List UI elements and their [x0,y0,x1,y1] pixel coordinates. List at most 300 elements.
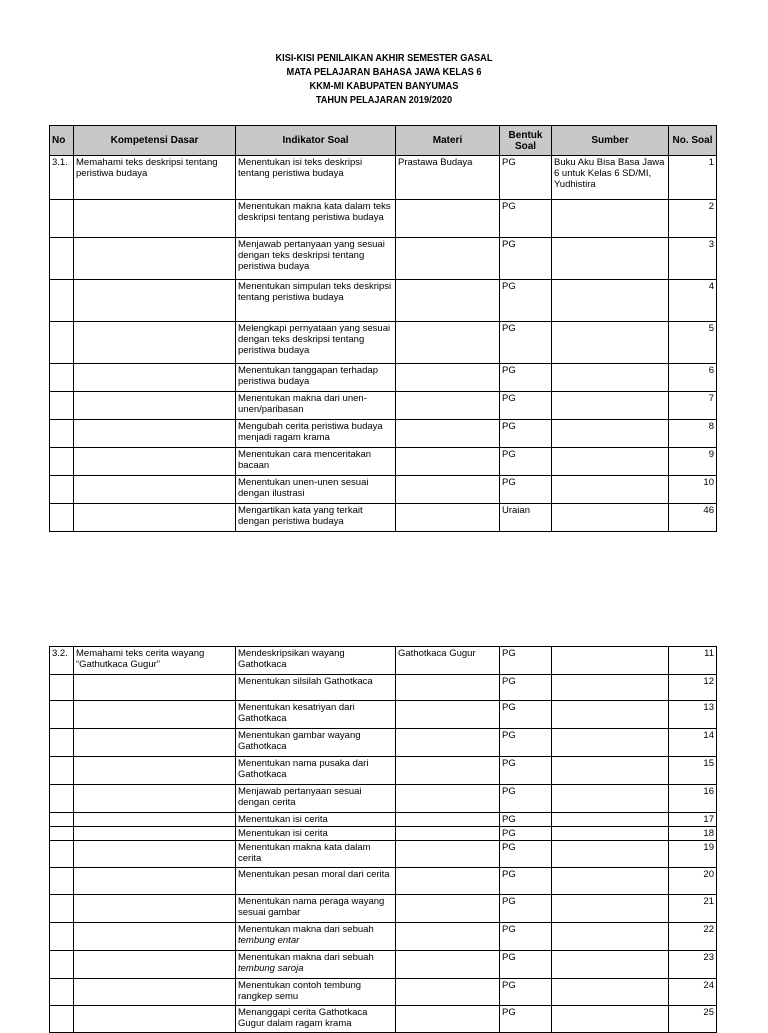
cell-bentuk-soal [500,868,552,895]
cell-indikator-soal [236,895,396,923]
cell-indikator-soal-text: Mendeskripsikan wayang Gathotkaca [238,648,345,670]
cell-sumber [552,868,669,895]
cell-no [50,979,74,1006]
cell-materi [396,868,500,895]
table-2-body [50,647,717,1033]
cell-no-soal [669,504,717,532]
cell-materi-text: Prastawa Budaya [398,157,473,168]
cell-bentuk-soal-text: PG [502,449,516,460]
cell-kompetensi-dasar [74,951,236,979]
cell-bentuk-soal-text: PG [502,157,516,168]
cell-indikator-soal-text: Menentukan contoh tembung rangkep semu [238,980,362,1002]
table-row [50,280,717,322]
cell-no-soal-text: 9 [708,449,714,460]
cell-indikator-italic-term: tembung entar [238,935,300,946]
cell-indikator-soal [236,476,396,504]
cell-no-soal [669,392,717,420]
table-row [50,322,717,364]
cell-sumber-text: Buku Aku Bisa Basa Jawa 6 untuk Kelas 6 SD/MI, Yudhistira [554,157,665,190]
table-row [50,448,717,476]
cell-bentuk-soal [500,813,552,827]
cell-materi [396,701,500,729]
cell-bentuk-soal-text: PG [502,814,516,825]
cell-no [50,647,74,675]
cell-no-soal-text: 12 [703,676,714,687]
cell-bentuk-soal-text: PG [502,365,516,376]
cell-kompetensi-dasar [74,156,236,200]
cell-sumber [552,156,669,200]
cell-kompetensi-dasar [74,420,236,448]
cell-indikator-soal [236,238,396,280]
cell-indikator-soal-text: Menentukan makna dari sebuah [238,924,374,935]
cell-materi [396,364,500,392]
cell-no-soal-text: 21 [703,896,714,907]
cell-bentuk-soal [500,895,552,923]
cell-indikator-soal [236,979,396,1006]
cell-no [50,868,74,895]
cell-kompetensi-dasar [74,504,236,532]
cell-no-soal [669,785,717,813]
table-row [50,364,717,392]
cell-sumber [552,364,669,392]
cell-bentuk-soal [500,979,552,1006]
cell-bentuk-soal [500,364,552,392]
cell-indikator-soal-text: Menentukan isi teks deskripsi tentang peristiwa budaya [238,157,363,179]
cell-sumber [552,951,669,979]
cell-no-soal [669,420,717,448]
cell-materi [396,979,500,1006]
table-row [50,841,717,868]
cell-bentuk-soal [500,420,552,448]
cell-materi [396,476,500,504]
cell-materi [396,200,500,238]
cell-bentuk-soal [500,951,552,979]
cell-no-soal-text: 20 [703,869,714,880]
cell-bentuk-soal [500,701,552,729]
cell-bentuk-soal-text: PG [502,1007,516,1018]
cell-no-soal-text: 8 [708,421,714,432]
cell-materi [396,392,500,420]
cell-no-soal-text: 17 [703,814,714,825]
col-header-indikator-soal: Indikator Soal [236,126,396,156]
cell-indikator-soal-text: Menentukan silsilah Gathotkaca [238,676,373,687]
cell-sumber [552,813,669,827]
table-row [50,647,717,675]
cell-bentuk-soal [500,841,552,868]
cell-indikator-soal [236,827,396,841]
cell-no [50,364,74,392]
cell-kompetensi-dasar [74,364,236,392]
cell-indikator-soal-text: Menentukan unen-unen sesuai dengan ilustrasi [238,477,369,499]
cell-no-soal [669,675,717,701]
cell-no-soal [669,813,717,827]
cell-indikator-soal-text: Menentukan nama peraga wayang sesuai gambar [238,896,385,918]
table-row [50,1006,717,1033]
cell-indikator-italic-term: tembung saroja [238,963,304,974]
cell-sumber [552,280,669,322]
table-1-body [50,156,717,532]
cell-kompetensi-dasar [74,923,236,951]
cell-no-soal [669,895,717,923]
cell-indikator-soal-text: Menentukan makna dari unen-unen/paribasan [238,393,367,415]
cell-kompetensi-dasar [74,701,236,729]
cell-indikator-soal [236,841,396,868]
col-header-no: No [50,126,74,156]
cell-sumber [552,729,669,757]
cell-kompetensi-dasar [74,675,236,701]
cell-sumber [552,420,669,448]
cell-no-soal [669,647,717,675]
cell-bentuk-soal [500,322,552,364]
cell-materi [396,923,500,951]
table-row [50,238,717,280]
cell-no [50,895,74,923]
kisi-kisi-table-2 [49,646,717,1033]
cell-sumber [552,895,669,923]
cell-bentuk-soal [500,647,552,675]
cell-kompetensi-dasar [74,827,236,841]
col-header-kompetensi-dasar: Kompetensi Dasar [74,126,236,156]
cell-indikator-soal-text: Menjawab pertanyaan sesuai dengan cerita [238,786,362,808]
cell-bentuk-soal [500,448,552,476]
cell-no [50,420,74,448]
cell-no [50,951,74,979]
cell-indikator-soal [236,392,396,420]
cell-bentuk-soal [500,675,552,701]
cell-bentuk-soal-text: Uraian [502,505,530,516]
cell-no-soal-text: 15 [703,758,714,769]
cell-bentuk-soal [500,504,552,532]
cell-bentuk-soal-text: PG [502,201,516,212]
cell-bentuk-soal-text: PG [502,828,516,839]
cell-no [50,841,74,868]
cell-kompetensi-dasar [74,841,236,868]
cell-sumber [552,757,669,785]
cell-no [50,757,74,785]
cell-sumber [552,647,669,675]
cell-no-soal-text: 11 [704,648,714,659]
cell-indikator-soal [236,729,396,757]
cell-bentuk-soal-text: PG [502,786,516,797]
table-row [50,785,717,813]
cell-kompetensi-dasar [74,757,236,785]
cell-bentuk-soal-text: PG [502,676,516,687]
cell-materi [396,156,500,200]
cell-no [50,729,74,757]
cell-no-soal [669,448,717,476]
cell-kompetensi-dasar [74,392,236,420]
col-header-bentuk-soal: Bentuk Soal [500,126,552,156]
table-row [50,675,717,701]
cell-kompetensi-dasar [74,868,236,895]
cell-no-soal [669,729,717,757]
cell-indikator-soal [236,757,396,785]
cell-sumber [552,476,669,504]
cell-indikator-soal-text: Menentukan gambar wayang Gathotkaca [238,730,361,752]
cell-kompetensi-dasar [74,322,236,364]
table-row [50,504,717,532]
cell-materi [396,785,500,813]
cell-bentuk-soal-text: PG [502,896,516,907]
cell-bentuk-soal [500,923,552,951]
cell-no-soal-text: 24 [703,980,714,991]
cell-kompetensi-dasar-text: Memahami teks cerita wayang “Gathutkaca Gugur” [76,648,205,670]
cell-no-soal-text: 22 [703,924,714,935]
cell-indikator-soal [236,1006,396,1033]
table-row [50,827,717,841]
cell-materi [396,757,500,785]
cell-bentuk-soal [500,757,552,785]
cell-no-soal [669,701,717,729]
table-row [50,156,717,200]
cell-indikator-soal-text: Menentukan makna dari sebuah [238,952,374,963]
cell-sumber [552,675,669,701]
cell-bentuk-soal-text: PG [502,702,516,713]
table-row [50,701,717,729]
cell-bentuk-soal-text: PG [502,421,516,432]
cell-kompetensi-dasar [74,895,236,923]
cell-no [50,448,74,476]
cell-sumber [552,200,669,238]
cell-bentuk-soal [500,238,552,280]
cell-no-soal [669,1006,717,1033]
cell-no [50,813,74,827]
cell-bentuk-soal [500,392,552,420]
table-row [50,895,717,923]
title-line-4: TAHUN PELAJARAN 2019/2020 [315,95,453,106]
cell-bentuk-soal [500,729,552,757]
cell-kompetensi-dasar [74,813,236,827]
cell-indikator-soal [236,923,396,951]
cell-sumber [552,979,669,1006]
title-line-3: KKM-MI KABUPATEN BANYUMAS [309,81,459,92]
cell-no-soal-text: 6 [708,365,714,376]
cell-no-text: 3.1. [52,157,68,168]
cell-indikator-soal-text: Menentukan nama pusaka dari Gathotkaca [238,758,369,780]
cell-materi-text: Gathotkaca Gugur [398,648,476,659]
cell-kompetensi-dasar [74,238,236,280]
cell-bentuk-soal-text: PG [502,281,516,292]
cell-materi [396,448,500,476]
cell-no-soal [669,322,717,364]
table-header-row [50,126,717,156]
cell-materi [396,322,500,364]
cell-kompetensi-dasar [74,1006,236,1033]
cell-no [50,701,74,729]
cell-bentuk-soal-text: PG [502,393,516,404]
cell-kompetensi-dasar [74,200,236,238]
cell-indikator-soal-text: Menentukan makna kata dalam cerita [238,842,371,864]
cell-indikator-soal [236,701,396,729]
cell-kompetensi-dasar [74,729,236,757]
cell-kompetensi-dasar [74,647,236,675]
cell-no [50,504,74,532]
cell-indikator-soal [236,504,396,532]
cell-indikator-soal-text: Menentukan kesatriyan dari Gathotkaca [238,702,355,724]
cell-materi [396,1006,500,1033]
cell-no-soal-text: 13 [703,702,714,713]
cell-bentuk-soal-text: PG [502,648,516,659]
title-line-1: KISI-KISI PENILAIKAN AKHIR SEMESTER GASAL [275,53,493,64]
cell-sumber [552,238,669,280]
cell-no-soal [669,757,717,785]
cell-sumber [552,841,669,868]
cell-materi [396,813,500,827]
table-row [50,476,717,504]
cell-bentuk-soal-text: PG [502,730,516,741]
cell-indikator-soal-text: Menentukan cara menceritakan bacaan [238,449,372,471]
cell-indikator-soal [236,868,396,895]
col-header-materi: Materi [396,126,500,156]
cell-sumber [552,504,669,532]
cell-materi [396,504,500,532]
table-row [50,868,717,895]
cell-no [50,200,74,238]
cell-no-soal-text: 2 [708,201,714,212]
cell-no [50,785,74,813]
cell-kompetensi-dasar [74,785,236,813]
cell-indikator-soal-text: Menjawab pertanyaan yang sesuai dengan teks deskripsi tentang peristiwa budaya [238,239,385,272]
cell-indikator-soal-text: Menentukan isi cerita [238,828,328,839]
cell-sumber [552,827,669,841]
cell-sumber [552,322,669,364]
cell-indikator-soal [236,364,396,392]
cell-indikator-soal-text: Melengkapi pernyataan yang sesuai dengan teks deskripsi tentang peristiwa budaya [238,323,391,356]
cell-materi [396,729,500,757]
cell-sumber [552,392,669,420]
cell-no-soal-text: 7 [708,393,714,404]
cell-no [50,827,74,841]
cell-no [50,392,74,420]
cell-materi [396,280,500,322]
cell-bentuk-soal-text: PG [502,239,516,250]
cell-no-soal [669,476,717,504]
cell-bentuk-soal-text: PG [502,980,516,991]
cell-no-soal [669,951,717,979]
cell-no-soal-text: 4 [708,281,714,292]
cell-indikator-soal-text: Menentukan simpulan teks deskripsi tentang peristiwa budaya [238,281,392,303]
cell-indikator-soal [236,322,396,364]
cell-no-soal [669,841,717,868]
cell-indikator-soal [236,280,396,322]
cell-no-soal [669,280,717,322]
table-row [50,923,717,951]
cell-no-soal-text: 25 [703,1007,714,1018]
cell-bentuk-soal [500,1006,552,1033]
cell-indikator-soal [236,647,396,675]
cell-bentuk-soal [500,785,552,813]
cell-bentuk-soal-text: PG [502,842,516,853]
cell-materi [396,238,500,280]
table-row [50,392,717,420]
cell-no-soal-text: 10 [703,477,714,488]
cell-indikator-soal [236,785,396,813]
cell-indikator-soal [236,448,396,476]
cell-indikator-soal-text: Menentukan makna kata dalam teks deskripsi tentang peristiwa budaya [238,201,391,223]
cell-indikator-soal-text: Mengartikan kata yang terkait dengan peristiwa budaya [238,505,363,527]
cell-no [50,476,74,504]
cell-bentuk-soal [500,476,552,504]
cell-indikator-soal [236,675,396,701]
table-row [50,757,717,785]
cell-bentuk-soal [500,156,552,200]
cell-no-soal [669,868,717,895]
cell-bentuk-soal [500,827,552,841]
col-header-sumber: Sumber [552,126,669,156]
table-row [50,420,717,448]
cell-materi [396,841,500,868]
cell-indikator-soal [236,156,396,200]
document-title [0,52,768,108]
cell-no-soal-text: 3 [708,239,714,250]
cell-kompetensi-dasar [74,979,236,1006]
cell-bentuk-soal-text: PG [502,758,516,769]
cell-no-soal-text: 19 [703,842,714,853]
cell-indikator-soal-text: Menentukan isi cerita [238,814,328,825]
cell-bentuk-soal-text: PG [502,924,516,935]
cell-indikator-soal [236,951,396,979]
table-row [50,729,717,757]
cell-no-soal-text: 46 [703,505,714,516]
cell-kompetensi-dasar-text: Memahami teks deskripsi tentang peristiwa budaya [76,157,218,179]
cell-indikator-soal [236,420,396,448]
cell-no-soal-text: 23 [703,952,714,963]
cell-no [50,322,74,364]
cell-materi [396,675,500,701]
cell-no-soal [669,827,717,841]
cell-indikator-soal [236,200,396,238]
kisi-kisi-table-1 [49,125,717,532]
cell-indikator-soal-text: Menentukan tanggapan terhadap peristiwa budaya [238,365,378,387]
cell-materi [396,951,500,979]
cell-no-soal-text: 1 [708,157,714,168]
cell-bentuk-soal-text: PG [502,323,516,334]
cell-indikator-soal-text: Menanggapi cerita Gathotkaca Gugur dalam ragam krama [238,1007,368,1029]
cell-sumber [552,1006,669,1033]
cell-kompetensi-dasar [74,476,236,504]
cell-bentuk-soal [500,280,552,322]
cell-no [50,923,74,951]
cell-no [50,1006,74,1033]
cell-indikator-soal [236,813,396,827]
cell-no-soal-text: 14 [703,730,714,741]
cell-no [50,675,74,701]
cell-no [50,156,74,200]
cell-materi [396,895,500,923]
cell-no-soal-text: 16 [703,786,714,797]
cell-bentuk-soal-text: PG [502,869,516,880]
cell-no-soal [669,923,717,951]
cell-bentuk-soal-text: PG [502,952,516,963]
cell-kompetensi-dasar [74,448,236,476]
cell-sumber [552,448,669,476]
cell-no [50,280,74,322]
cell-no-text: 3.2. [52,648,68,659]
cell-no-soal [669,364,717,392]
cell-indikator-soal-text: Menentukan pesan moral dari cerita [238,869,390,880]
cell-sumber [552,701,669,729]
cell-bentuk-soal-text: PG [502,477,516,488]
cell-kompetensi-dasar [74,280,236,322]
cell-bentuk-soal [500,200,552,238]
cell-sumber [552,785,669,813]
title-line-2: MATA PELAJARAN BAHASA JAWA KELAS 6 [286,67,482,78]
table-row [50,979,717,1006]
cell-indikator-soal-text: Mengubah cerita peristiwa budaya menjadi ragam krama [238,421,383,443]
cell-materi [396,827,500,841]
table-row [50,200,717,238]
cell-no-soal [669,238,717,280]
